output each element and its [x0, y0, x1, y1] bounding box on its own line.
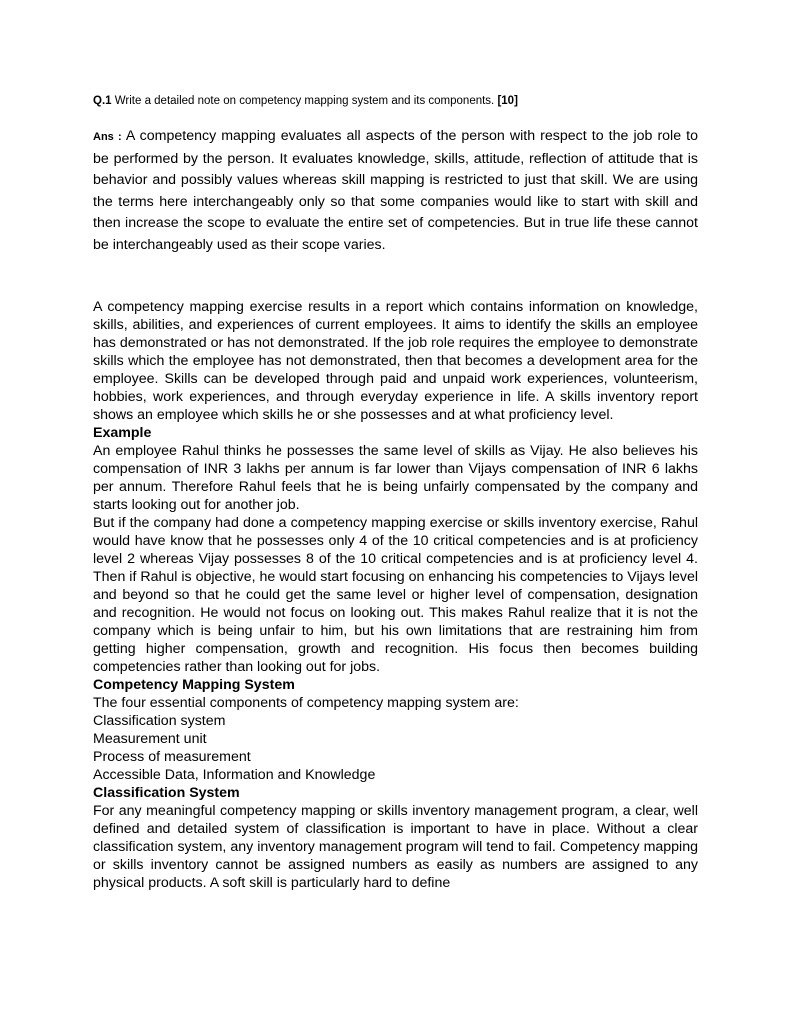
- paragraph-example-1: An employee Rahul thinks he possesses the same level of skills as Vijay. He also believes his compensation of INR 3 lakhs per annum is far lower than Vijays compensation of INR 6 lakhs per annum. Therefore Rahul feels that he is being unfairly compensated by the company and starts looking out for another job.: [93, 443, 698, 513]
- question: [93, 93, 698, 109]
- system-intro: The four essential components of competency mapping system are:: [93, 695, 519, 711]
- component-item: Accessible Data, Information and Knowledge: [93, 767, 376, 783]
- question-marks: [10]: [497, 95, 518, 107]
- paragraph-skills-inventory: A competency mapping exercise results in a report which contains information on knowledge, skills, abilities, and experiences of current employees. It aims to identify the skills an employee has demonstrated or has not demonstrated. If the job role requires the employee to demonstrate skills which the employee has not demonstrated, then that becomes a development area for the employee. Skills can be developed through paid and unpaid work experiences, volunteerism, hobbies, work experiences, and through everyday experience in life. A skills inventory report shows an employee which skills he or she possesses and at what proficiency level.: [93, 299, 698, 423]
- paragraph-classification: For any meaningful competency mapping or skills inventory management program, a clear, well defined and detailed system of classification is important to have in place. Without a clear classification system, any inventory management program will tend to fail. Competency mapping or skills inventory cannot be assigned numbers as easily as numbers are assigned to any physical products. A soft skill is particularly hard to define: [93, 803, 698, 891]
- answer-paragraph: [93, 126, 698, 256]
- component-item: Process of measurement: [93, 749, 251, 765]
- heading-example: Example: [93, 425, 152, 441]
- component-item: Measurement unit: [93, 731, 207, 747]
- heading-classification-system: Classification System: [93, 785, 240, 801]
- body-text: [93, 298, 698, 892]
- answer-text: A competency mapping evaluates all aspects of the person with respect to the job role to be performed by the person. It evaluates knowledge, skills, attitude, reflection of attitude that is behavior and possibly values whereas skill mapping is restricted to just that skill. We are using the terms here interchangeably only so that some companies would like to start with skill and then increase the scope to evaluate the entire set of competencies. But in true life these cannot be interchangeably used as their scope varies.: [93, 128, 698, 253]
- question-label: Q.1: [93, 95, 112, 107]
- question-text: Write a detailed note on competency mapping system and its components.: [114, 95, 495, 107]
- heading-competency-mapping-system: Competency Mapping System: [93, 677, 295, 693]
- paragraph-example-2: But if the company had done a competency mapping exercise or skills inventory exercise, Rahul would have know that he possesses only 4 of the 10 critical competencies and is at proficiency level 2 whereas Vijay possesses 8 of the 10 critical competencies and is at proficiency level 4. Then if Rahul is objective, he would start focusing on enhancing his competencies to Vijays level and beyond so that he could get the same level or higher level of compensation, designation and recognition. He would not focus on looking out. This makes Rahul realize that it is not the company which is being unfair to him, but his own limitations that are restraining him from getting higher compensation, growth and recognition. His focus then becomes building competencies rather than looking out for jobs.: [93, 515, 698, 675]
- component-item: Classification system: [93, 713, 226, 729]
- answer-label: Ans :: [93, 131, 122, 143]
